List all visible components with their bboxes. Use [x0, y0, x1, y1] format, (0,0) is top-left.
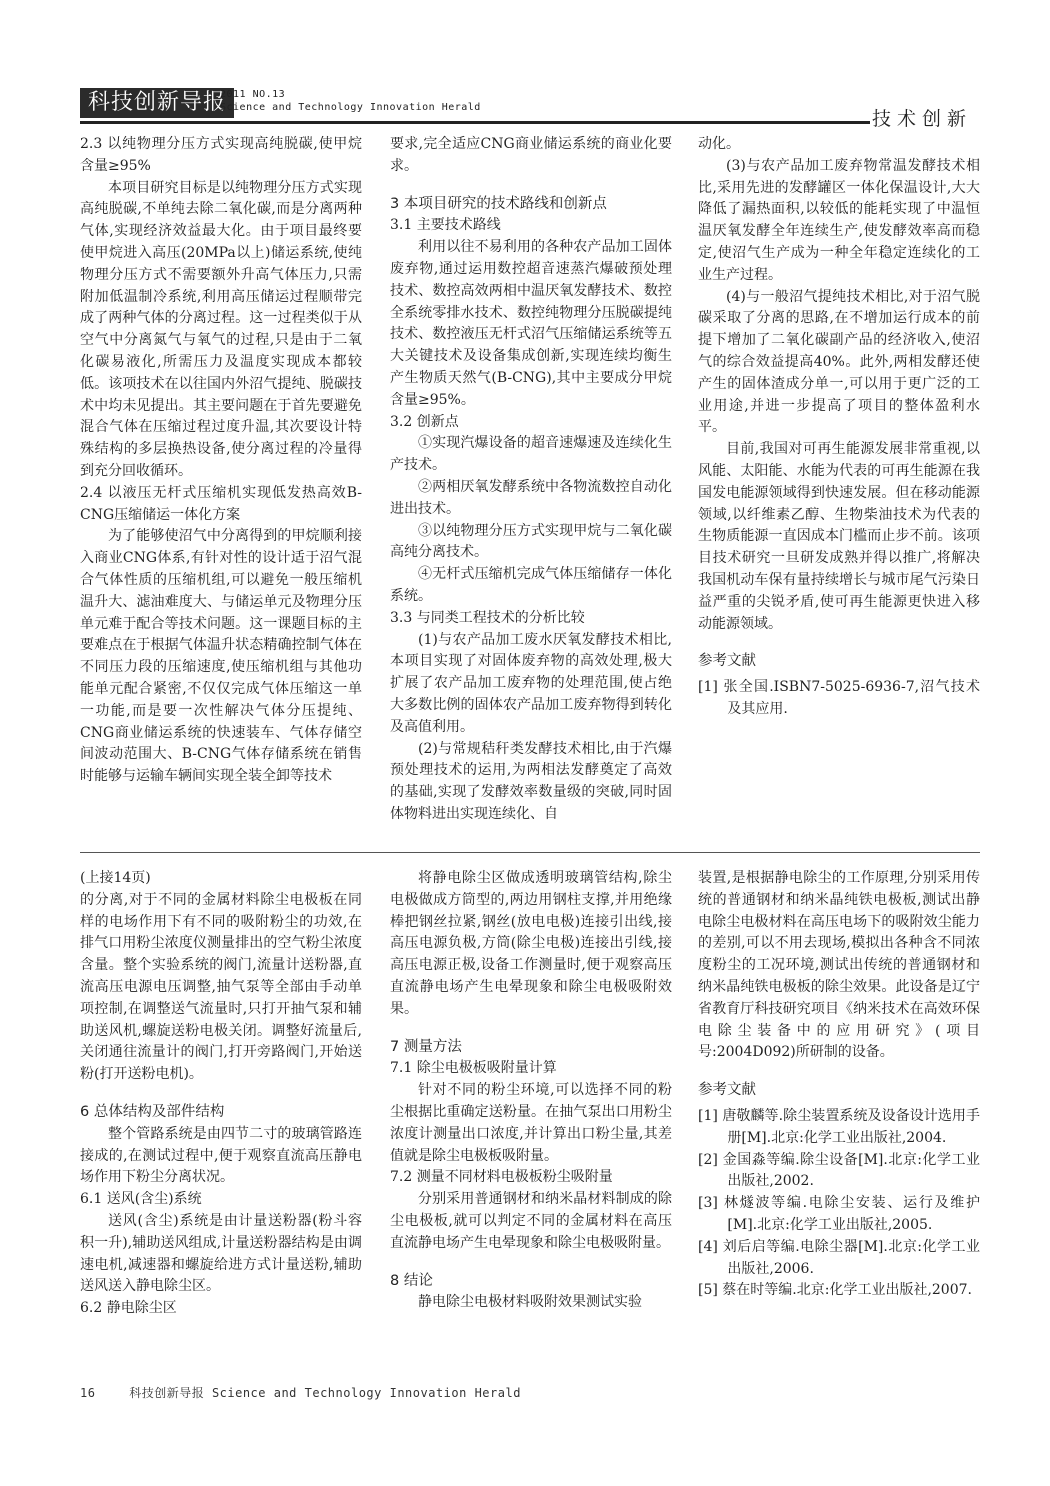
reference-item: [3] 林燧波等编.电除尘安装、运行及维护[M].北京:化学工业出版社,2005.	[698, 1195, 980, 1233]
subsection-heading: 2.3 以纯物理分压方式实现高纯脱碳,使甲烷含量≥95%	[80, 136, 362, 174]
section-heading: 7 测量方法	[390, 1038, 462, 1055]
footer-journal-en: Science and Technology Innovation Herald	[211, 1386, 521, 1400]
paragraph-continued: 装置,是根据静电除尘的工作原理,分别采用传统的普通钢材和纳米晶纯铁电极板,测试出静电除尘电极材料在高压电场下的吸附效尘能力的差别,可以不用去现场,模拟出各种含不同浓度粉尘的工况环境,测试出传统的普通钢材和纳米晶纯铁电极板的除尘效果。此设备是辽宁省教育厅科技研究项目《纳米技术在高效环保电除尘装备中的应用研究》(项目号:2004D092)所研制的设备。	[698, 870, 980, 1061]
paragraph: 目前,我国对可再生能源发展非常重视,以风能、太阳能、水能为代表的可再生能源在我国发电能源领域得到快速发展。但在移动能源领域,以纤维素乙醇、生物柴油技术为代表的生物质能源一直因成本门槛而止步不前。该项目技术研究一旦研发成熟并得以推广,将解决我国机动车保有量持续增长与城市尾气污染日益严重的尖锐矛盾,使可再生能源更快进入移动能源领域。	[698, 441, 980, 632]
header-rule	[80, 121, 870, 124]
paragraph: 针对不同的粉尘环境,可以选择不同的粉尘根据比重确定送粉量。在抽气泵出口用粉尘浓度计测量出口浓度,并计算出口粉尘量,其差值就是除尘电极板吸附量。	[390, 1082, 672, 1164]
subsection-heading: 6.2 静电除尘区	[80, 1300, 177, 1317]
reference-item: [2] 金国淼等编.除尘设备[M].北京:化学工业出版社,2002.	[698, 1151, 980, 1190]
paragraph: ③以纯物理分压方式实现甲烷与二氧化碳高纯分离技术。	[390, 522, 672, 561]
paragraph: 为了能够使沼气中分离得到的甲烷顺利接入商业CNG体系,有针对性的设计适于沼气混合气体性质的压缩机组,可以避免一般压缩机温升大、滤油难度大、与储运单元及物理分压单元难于配合等技术问题。这一课题目标的主要难点在于根据气体温升状态精确控制气体在不同压力段的压缩速度,使压缩机组与其他功能单元配合紧密,不仅仅完成气体压缩这一单一功能,而是要一次性解决气体分压提纯、CNG商业储运系统的快速装车、气体存储空间波动范围大、B-CNG气体存储系统在销售时能够与运输车辆间实现全装全卸等技术	[80, 528, 362, 785]
bottom-column-3	[698, 868, 980, 1302]
references-heading: 参考文献	[698, 653, 756, 670]
paragraph: 利用以往不易利用的各种农产品加工固体废弃物,通过运用数控超音速蒸汽爆破预处理技术、数控高效两相中温厌氧发酵技术、数控全系统零排水技术、数控纯物理分压脱碳提纯技术、数控液压无杆式沼气压缩储运系统等五大关键技术及设备集成创新,实现连续均衡生产生物质天然气(B-CNG),其中主要成分甲烷含量≥95%。	[390, 239, 672, 408]
reference-item: [1] 张全国.ISBN7-5025-6936-7,沼气技术及其应用.	[698, 679, 980, 717]
reference-item: [5] 蔡在时等编.北京:化学工业出版社,2007.	[698, 1282, 972, 1299]
page-footer	[80, 1384, 521, 1401]
article-divider	[80, 852, 980, 853]
issue-number: 2011 NO.13	[220, 89, 286, 100]
paragraph: ①实现汽爆设备的超音速爆速及连续化生产技术。	[390, 435, 672, 474]
paragraph: 整个管路系统是由四节二寸的玻璃管路连接成的,在测试过程中,便于观察直流高压静电场作用下粉尘分离状况。	[80, 1125, 362, 1186]
paragraph-continued: 要求,完全适应CNG商业储运系统的商业化要求。	[390, 136, 672, 174]
section-label: 技术创新	[871, 108, 972, 130]
top-column-2	[390, 134, 672, 826]
issue-info	[220, 88, 481, 114]
section-heading: 3 本项目研究的技术路线和创新点	[390, 195, 607, 212]
paragraph: 静电除尘电极材料吸附效果测试实验	[418, 1294, 642, 1311]
paragraph: 送风(含尘)系统是由计量送粉器(粉斗容积一升),辅助送风组成,计量送粉器结构是由调速电机,减速器和螺旋给进方式计量送粉,辅助送风送入静电除尘区。	[80, 1212, 362, 1295]
references-heading: 参考文献	[698, 1082, 756, 1099]
page-number: 16	[80, 1386, 96, 1400]
subsection-heading: 3.2 创新点	[390, 413, 459, 430]
reference-item: [1] 唐敬麟等.除尘装置系统及设备设计选用手册[M].北京:化学工业出版社,2004.	[698, 1107, 980, 1146]
subsection-heading: 3.3 与同类工程技术的分析比较	[390, 609, 585, 626]
subsection-heading: 2.4 以液压无杆式压缩机实现低发热高效B-CNG压缩储运一体化方案	[80, 484, 362, 523]
paragraph: (2)与常规秸秆类发酵技术相比,由于汽爆预处理技术的运用,为两相法发酵奠定了高效的基础,实现了发酵效率数量级的突破,同时固体物料进出实现连续化、自	[390, 740, 672, 822]
paragraph: ④无杆式压缩机完成气体压缩储存一体化系统。	[390, 566, 672, 604]
journal-masthead: 科技创新导报	[80, 88, 234, 118]
subsection-heading: 6.1 送风(含尘)系统	[80, 1191, 202, 1208]
bottom-column-2	[390, 868, 672, 1314]
top-column-1	[80, 134, 362, 788]
subsection-heading: 7.1 除尘电极板吸附量计算	[390, 1060, 557, 1077]
subsection-heading: 3.1 主要技术路线	[390, 217, 501, 234]
paragraph: 本项目研究目标是以纯物理分压方式实现高纯脱碳,不单纯去除二氧化碳,而是分离两种气体,实现经济效益最大化。由于项目最终要使甲烷进入高压(20MPa以上)储运系统,使纯物理分压方式不需要额外升高气体压力,只需附加低温制冷系统,利用高压储运过程顺带完成了两种气体的分离过程。这一过程类似于从空气中分离氮气与氧气的过程,只是由于二氧化碳易液化,所需压力及温度实现成本都较低。该项技术在以往国内外沼气提纯、脱碳技术中均未见提出。其主要问题在于首先要避免混合气体在压缩过程过度升温,其次要设计特殊结构的多层换热设备,使分离过程的冷量得到充分回收循环。	[80, 179, 362, 479]
section-heading: 8 结论	[390, 1272, 433, 1289]
subsection-heading: 7.2 测量不同材料电极板粉尘吸附量	[390, 1169, 613, 1186]
bottom-column-1	[80, 868, 362, 1320]
paragraph-continued: 的分离,对于不同的金属材料除尘电极板在同样的电场作用下有不同的吸附粉尘的功效,在排气口用粉尘浓度仪测量排出的空气粉尘浓度含量。整个实验系统的阀门,流量计送粉器,直流高压电源电压调整,抽气泵等全部由手动单项控制,在调整送气流量时,只打开抽气泵和辅助送风机,螺旋送粉电极关闭。调整好流量后,关闭通往流量计的阀门,打开旁路阀门,开始送粉(打开送粉电机)。	[80, 891, 362, 1083]
paragraph-continued: (上接14页)	[80, 870, 151, 886]
top-column-3	[698, 134, 980, 721]
paragraph: 分别采用普通钢材和纳米晶材料制成的除尘电极板,就可以判定不同的金属材料在高压直流静电场产生电晕现象和除尘电极吸附量。	[390, 1191, 672, 1251]
reference-item: [4] 刘后启等编.电除尘器[M].北京:化学工业出版社,2006.	[698, 1238, 980, 1277]
section-heading: 6 总体结构及部件结构	[80, 1103, 225, 1120]
journal-english-name: Science and Technology Innovation Herald	[220, 102, 481, 113]
paragraph: 将静电除尘区做成透明玻璃管结构,除尘电极做成方筒型的,两边用钢柱支撑,并用绝缘棒把钢丝拉紧,钢丝(放电电极)连接引出线,接高压电源负极,方筒(除尘电极)连接出引线,接高压电源正极,设备工作测量时,便于观察高压直流静电场产生电晕现象和除尘电极吸附效果。	[390, 870, 672, 1017]
paragraph: (4)与一般沼气提纯技术相比,对于沼气脱碳采取了分离的思路,在不增加运行成本的前提下增加了二氧化碳副产品的经济收入,使沼气的综合效益提高40%。此外,两相发酵还使产生的固体渣成分单一,可以用于更广泛的工业用途,并进一步提高了项目的整体盈利水平。	[698, 288, 980, 436]
footer-journal-cn: 科技创新导报	[129, 1386, 205, 1400]
paragraph: ②两相厌氧发酵系统中各物流数控自动化进出技术。	[390, 478, 672, 517]
paragraph: (1)与农产品加工废水厌氧发酵技术相比,本项目实现了对固体废弃物的高效处理,极大扩展了农产品加工废弃物的处理范围,使占绝大多数比例的固体农产品加工废弃物得到转化及高值利用。	[390, 631, 672, 735]
paragraph-continued: 动化。	[698, 136, 740, 152]
paragraph: (3)与农产品加工废弃物常温发酵技术相比,采用先进的发酵罐区一体化保温设计,大大降低了漏热面积,以较低的能耗实现了中温恒温厌氧发酵全年连续生产,使发酵效率高而稳定,使沼气生产成为一种全年稳定连续化的工业生产过程。	[698, 157, 980, 283]
